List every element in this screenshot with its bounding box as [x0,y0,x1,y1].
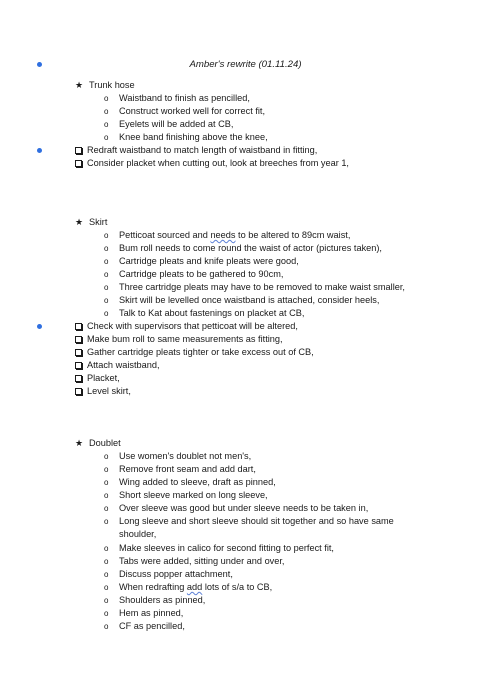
todo-item: Redraft waistband to match length of waistband in fitting, [75,144,317,157]
todo-item: Attach waistband, [75,359,160,372]
spellcheck-flagged-word[interactable]: add [186,582,203,592]
list-item: o Eyelets will be added at CB, [104,119,234,129]
hollow-circle-bullet-icon: o [104,94,109,103]
hollow-circle-bullet-icon: o [104,596,109,605]
list-item: o Remove front seam and add dart, [104,464,256,474]
section-heading-trunk-hose: ★ Trunk hose [75,80,135,90]
comment-marker-dot[interactable] [37,324,42,329]
list-item: o Use women's doublet not men's, [104,451,252,461]
hollow-circle-bullet-icon: o [104,570,109,579]
hollow-circle-bullet-icon: o [104,133,109,142]
todo-item: Placket, [75,372,120,385]
hollow-circle-bullet-icon: o [104,283,109,292]
list-item: o Shoulders as pinned, [104,595,206,605]
hollow-circle-bullet-icon: o [104,244,109,253]
petticoat-note-text: Petticoat sourced and needs to be altered to 89cm waist, [119,230,351,240]
list-item: o Construct worked well for correct fit, [104,106,266,116]
todo-item: Gather cartridge pleats tighter or take excess out of CB, [75,346,314,359]
list-item: o CF as pencilled, [104,621,185,631]
hollow-circle-bullet-icon: o [104,609,109,618]
checkbox-bullet-icon[interactable] [75,160,82,167]
hollow-circle-bullet-icon: o [104,309,109,318]
list-item: o Over sleeve was good but under sleeve needs to be taken in, [104,503,369,513]
list-item: o Long sleeve and short sleeve should sit together and so have same [104,516,394,526]
section-heading-doublet: ★ Doublet [75,438,121,448]
list-item: o Knee band finishing above the knee, [104,132,268,142]
list-item [104,581,272,594]
list-item [104,229,350,242]
hollow-circle-bullet-icon: o [104,107,109,116]
list-item: o Bum roll needs to come round the waist of actor (pictures taken), [104,243,382,253]
hollow-circle-bullet-icon: o [104,557,109,566]
hollow-circle-bullet-icon: o [104,504,109,513]
list-item: o Waistband to finish as pencilled, [104,93,250,103]
hollow-circle-bullet-icon: o [104,491,109,500]
checkbox-bullet-icon[interactable] [75,323,82,330]
section-heading-skirt: ★ Skirt [75,217,108,227]
list-item: o Short sleeve marked on long sleeve, [104,490,268,500]
spellcheck-flagged-word[interactable]: needs [210,230,236,240]
checkbox-bullet-icon[interactable] [75,147,82,154]
list-item: o Make sleeves in calico for second fitting to perfect fit, [104,543,334,553]
list-item: o Hem as pinned, [104,608,184,618]
hollow-circle-bullet-icon: o [104,544,109,553]
list-item: o Cartridge pleats to be gathered to 90cm, [104,269,284,279]
hollow-circle-bullet-icon: o [104,478,109,487]
hollow-circle-bullet-icon: o [104,270,109,279]
hollow-circle-bullet-icon: o [104,583,109,592]
hollow-circle-bullet-icon: o [104,622,109,631]
todo-item: Level skirt, [75,385,131,398]
hollow-circle-bullet-icon: o [104,296,109,305]
document-title: Amber's rewrite (01.11.24) [189,59,302,70]
checkbox-bullet-icon[interactable] [75,388,82,395]
list-item: o Three cartridge pleats may have to be removed to make waist smaller, [104,282,405,292]
list-item: o Discuss popper attachment, [104,569,233,579]
hollow-circle-bullet-icon: o [104,465,109,474]
redrafting-note-text: When redrafting add lots of s/a to CB, [119,582,273,592]
hollow-circle-bullet-icon: o [104,257,109,266]
hollow-circle-bullet-icon: o [104,517,109,526]
hollow-circle-bullet-icon: o [104,452,109,461]
star-bullet-icon: ★ [75,217,84,227]
todo-item: Check with supervisors that petticoat will be altered, [75,320,298,333]
list-item: o Talk to Kat about fastenings on placket at CB, [104,308,305,318]
list-item: o Cartridge pleats and knife pleats were good, [104,256,299,266]
todo-item: Consider placket when cutting out, look at breeches from year 1, [75,157,349,170]
hollow-circle-bullet-icon: o [104,231,109,240]
list-item: o Tabs were added, sitting under and over, [104,556,285,566]
checkbox-bullet-icon[interactable] [75,362,82,369]
hollow-circle-bullet-icon: o [104,120,109,129]
todo-item: Make bum roll to same measurements as fitting, [75,333,283,346]
checkbox-bullet-icon[interactable] [75,336,82,343]
list-item: o Wing added to sleeve, draft as pinned, [104,477,276,487]
checkbox-bullet-icon[interactable] [75,349,82,356]
comment-marker-dot[interactable] [37,148,42,153]
checkbox-bullet-icon[interactable] [75,375,82,382]
list-item: o Skirt will be levelled once waistband is attached, consider heels, [104,295,380,305]
star-bullet-icon: ★ [75,80,84,90]
star-bullet-icon: ★ [75,438,84,448]
list-item-continuation: shoulder, [119,529,157,539]
